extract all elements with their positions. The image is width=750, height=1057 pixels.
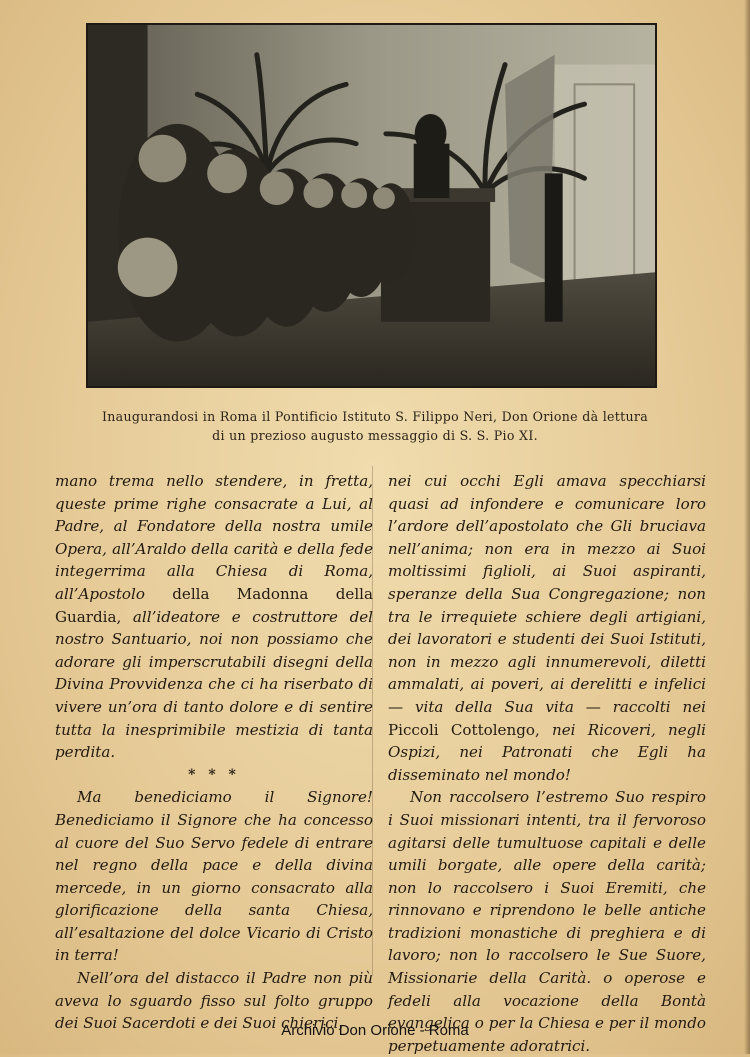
right-paragraph-2: Non raccolsero l’estremo Suo respiro i Suoi missionari intenti, tra il fervoroso agitarsi delle tumultuose capitali e delle umili borgate, alle opere della carità; non lo raccolsero i Suoi Eremiti, che rinnovano e riprendono le belle antiche tradizioni monastiche di preghiera e di lavoro; non lo raccolsero le Sue Suore, Missionarie della Carità. o operose e fedeli alla vocazione della Bontà evangelica o per la Chiesa e per il mondo perpetuamente adoratrici. xyxy=(388,788,706,1055)
section-separator: * * * xyxy=(188,766,240,783)
right-paragraph-1-text-a: nei cui occhi Egli amava specchiarsi quasi ad infondere e comunicare loro l’ardore dell’apostolato che Gli bruciava nell’anima; non era in mezzo ai Suoi moltissimi figlioli, ai Suoi aspiranti, speranze della Sua Congregazione; non tra le irrequiete schiere degli artigiani, dei lavoratori e studenti dei Suoi Istituti, non in mezzo agli innumerevoli, diletti ammalati, ai poveri, ai derelitti e infelici — vita della Sua vita — raccolti nei xyxy=(388,472,706,716)
left-paragraph-1-text-b: della Madonna della Guardia, xyxy=(55,584,373,626)
ceremony-photograph xyxy=(86,23,657,388)
caption-line-2: di un prezioso augusto messaggio di S. S. Pio XI. xyxy=(212,428,538,443)
photo-caption xyxy=(60,407,690,445)
left-column xyxy=(55,470,373,1035)
left-paragraph-1 xyxy=(55,470,373,764)
right-paragraph-1-text-b: Piccoli Cottolengo, xyxy=(388,720,540,739)
right-column xyxy=(388,470,706,1057)
archive-footer: Archivio Don Orione - Roma xyxy=(281,1022,469,1039)
photo-scene xyxy=(88,25,655,386)
right-paragraph-1-text-c: nei Ricoveri, negli Ospizi, nei Patronati che Egli ha disseminato nel mondo! xyxy=(388,720,706,784)
left-paragraph-2: Ma benediciamo il Signore! Benediciamo il Signore che ha concesso al cuore del Suo Servo fedele di entrare nel regno della pace e della divina mercede, in un giorno consacrato alla glorificazione della santa Chiesa, all’esaltazione del dolce Vicario di Cristo in terra! xyxy=(55,788,373,965)
left-paragraph-3: Nell’ora del distacco il Padre non più aveva lo sguardo fisso sul folto gruppo dei Suoi Sacerdoti e dei Suoi chierici, xyxy=(55,969,373,1033)
right-paragraph-1 xyxy=(388,470,706,786)
left-paragraph-1-text-a: mano trema nello stendere, in fretta, queste prime righe consacrate a Lui, al Padre, al Fondatore della nostra umile Opera, all’Araldo della carità e della fede integerrima alla Chiesa di Roma, all’Apostolo xyxy=(55,472,373,603)
caption-line-1: Inaugurandosi in Roma il Pontificio Istituto S. Filippo Neri, Don Orione dà lettura xyxy=(101,409,649,424)
page-edge-shadow xyxy=(744,0,750,1054)
left-paragraph-1-text-c: all’ideatore e costruttore del nostro Santuario, noi non possiamo che adorare gli imperscrutabili disegni della Divina Provvidenza che ci ha riserbato di vivere un’ora di tanto dolore e di sentire tutta la inesprimibile mestizia di tanta perdita. xyxy=(55,607,373,762)
